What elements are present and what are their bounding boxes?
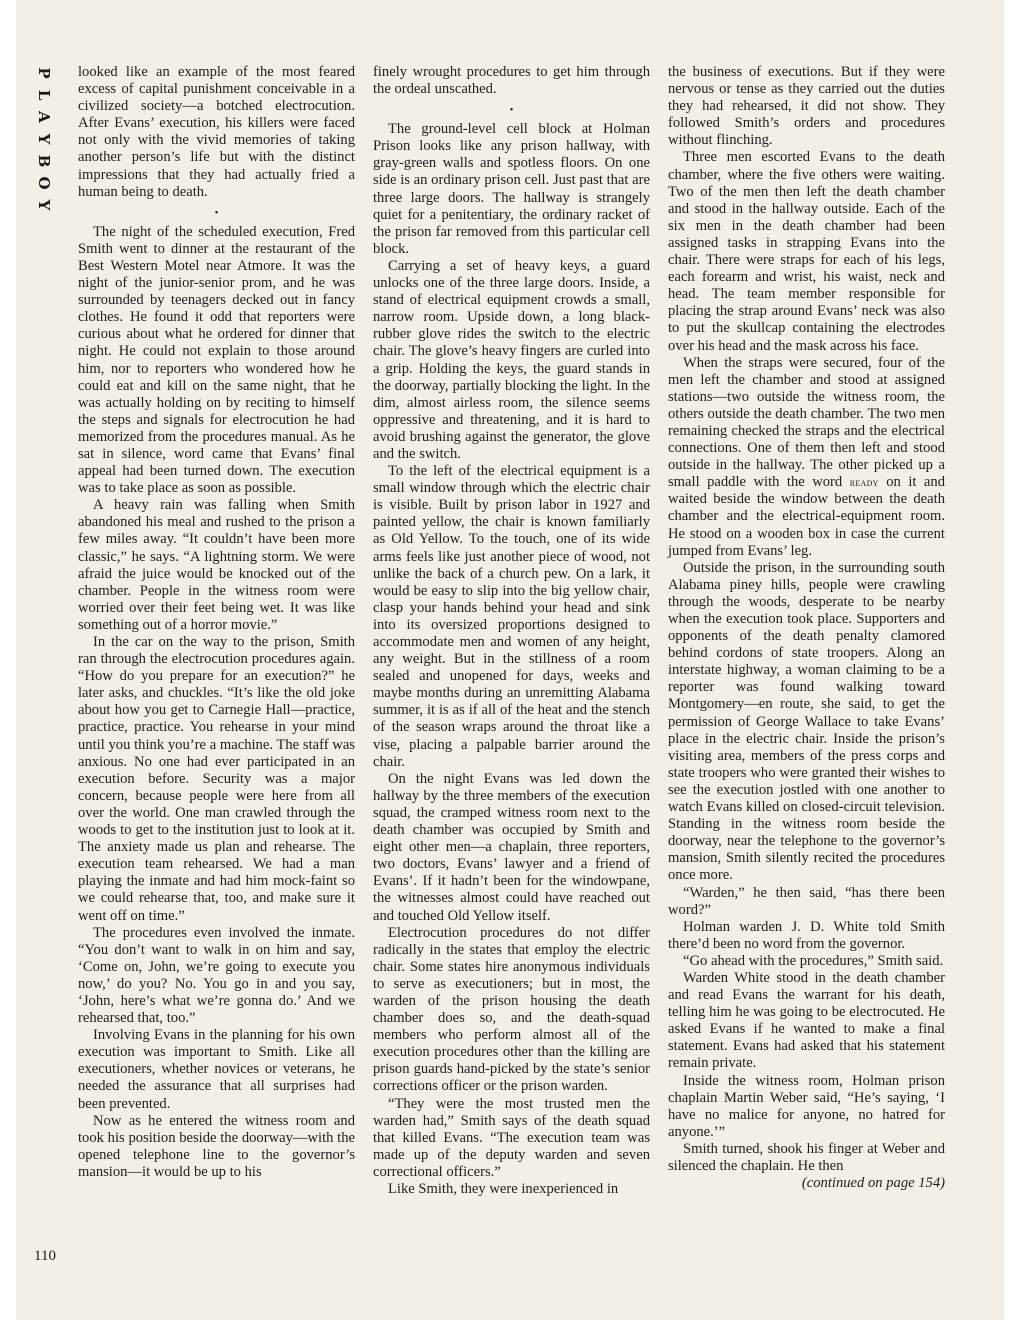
paragraph: Warden White stood in the death chamber and read Evans the warrant for his death, telling him he was going to be electrocuted. He asked Evans if he wanted to make a final statement. Evans had asked that his statement remain private. [668, 969, 945, 1072]
paragraph: The night of the scheduled execution, Fred Smith went to dinner at the restaurant of the Best Western Motel near Atmore. It was the night of the junior-senior prom, and he was surrounded by teenagers decked out in fancy clothes. He found it odd that reporters were curious about what he ordered for dinner that night. He could not explain to those around him, nor to reporters who wondered how he could eat and kill on the same night, that he was actually holding on by reciting to himself the steps and signals for electrocution he had memorized from the procedures manual. As he sat in silence, word came that Evans’ final appeal had been turned down. The execution was to take place as soon as possible. [78, 223, 355, 497]
paragraph: Carrying a set of heavy keys, a guard unlocks one of the three large doors. Inside, a stand of electrical equipment crowds a small, narrow room. Upside down, a long black-rubber glove rides the switch to the electric chair. The glove’s heavy fingers are curled into a grip. Holding the keys, the guard stands in the doorway, partially blocking the light. In the dim, almost airless room, the silence seems oppressive and threatening, and it is hard to avoid brushing against the generator, the glove and the switch. [373, 257, 650, 462]
continued-note: (continued on page 154) [801, 1175, 945, 1192]
article-column-1 [78, 64, 355, 1181]
paragraph: Inside the witness room, Holman prison chaplain Martin Weber said, “He’s saying, ‘I have no malice for anyone, no hatred for anyone.’” [668, 1072, 945, 1140]
paragraph: Outside the prison, in the surrounding south Alabama piney hills, people were crawling through the woods, desperate to be nearby when the execution took place. Supporters and opponents of the death penalty clamored behind cordons of state troopers. Along an interstate highway, a woman claiming to be a reporter was found walking toward Montgomery—en route, she said, to get the permission of George Wallace to take Evans’ place in the electric chair. Inside the prison’s visiting area, members of the press corps and state troopers who were granted their wishes to see the execution jostled with one another to watch Evans killed on closed-circuit television. Standing in the witness room beside the doorway, near the telephone to the governor’s mansion, Smith silently recited the procedures once more. [668, 559, 945, 884]
paddle-word: ready [849, 475, 879, 490]
article-column-2 [373, 64, 650, 1198]
spine-letter: Y [35, 199, 53, 211]
paragraph: Like Smith, they were inexperienced in [388, 1181, 619, 1197]
paragraph: The procedures even involved the inmate. “You don’t want to walk in on him and say, ‘Come on, John, we’re going to execute you now,’ do you? No. You go in and you say, ‘John, here’s what we’re gonna do.’ And we rehearsed that, too.” [78, 924, 355, 1027]
spine-letter: P [35, 67, 53, 79]
paragraph: “They were the most trusted men the warden had,” Smith says of the death squad that killed Evans. “The execution team was made up of the deputy warden and seven correctional officers.” [373, 1095, 650, 1180]
paragraph: “Warden,” he then said, “has there been word?” [668, 884, 945, 918]
paragraph: Smith turned, shook his finger at Weber and silenced the chaplain. He then [668, 1140, 945, 1174]
text-run: When the straps were secured, four of the men left the chamber and stood at assigned stations—two outside the witness room, the others outside the death chamber. The two men remaining checked the straps and the electrical connections. One of them then left and stood outside in the hallway. The other picked up a small paddle with the word [668, 354, 945, 491]
section-separator: • [509, 104, 514, 117]
paragraph: Three men escorted Evans to the death chamber, where the five others were waiting. Two of the men then left the death chamber and stood in the hallway outside. Each of the six men in the death chamber had been assigned tasks in strapping Evans into the chair. There were straps for each of his legs, each forearm and wrist, his waist, neck and head. The team member responsible for placing the strap around Evans’ neck was also to put the skullcap containing the electrodes over his head and the mask across his face. [668, 149, 945, 354]
spine-letter: B [35, 154, 53, 168]
article-column-3 [668, 64, 945, 1192]
spine-letter: O [35, 176, 53, 190]
paragraph: “Go ahead with the procedures,” Smith said. [683, 952, 944, 969]
paragraph [668, 355, 945, 560]
paragraph: Involving Evans in the planning for his own execution was important to Smith. Like all executioners, whether novices or veterans, he needed the assurance that all surprises had been prevented. [78, 1027, 355, 1112]
spine-letter: Y [35, 133, 53, 145]
section-separator: • [214, 206, 219, 219]
paragraph: In the car on the way to the prison, Smith ran through the electrocution procedures again. “How do you prepare for an execution?” he later asks, and chuckles. “It’s like the old joke about how you get to Carnegie Hall—practice, practice, practice. You rehearse in your mind until you think you’re a machine. The staff was anxious. No one had ever participated in an execution before. Security was a major concern, because people were here from all over the world. One man crawled through the woods to get to the institution just to look at it. The anxiety made us plan and rehearse. The execution team rehearsed. We had a man playing the inmate and had him mock-faint so we could rehearse that, too, and make sure it went off on time.” [78, 634, 355, 924]
paragraph: the business of executions. But if they were nervous or tense as they carried out the duties they had rehearsed, it did not show. They followed Smith’s orders and procedures without flinching. [668, 64, 945, 149]
paragraph: To the left of the electrical equipment is a small window through which the electric chair is visible. Built by prison labor in 1927 and painted yellow, the chair is known familiarly as Old Yellow. To the touch, one of its wide arms feels like just another piece of wood, not unlike the back of a church pew. On a lark, it would be easy to slip into the big yellow chair, clasp your hands behind your head and sink into its oversized proportions designed to accommodate men and women of any height, any weight. But in the stillness of a room sealed and unopened for days, weeks and maybe months during an unremitting Alabama summer, it is as if all of the heat and the stench of the season wraps around the throat like a vise, placing a palpable barrier around the chair. [373, 463, 650, 770]
page-number: 110 [34, 1248, 56, 1264]
paragraph: finely wrought procedures to get him through the ordeal unscathed. [373, 64, 650, 98]
paragraph: Holman warden J. D. White told Smith there’d been no word from the governor. [668, 918, 945, 952]
paragraph: A heavy rain was falling when Smith abandoned his meal and rushed to the prison a few miles away. “It couldn’t have been more classic,” he says. “A lightning storm. We were afraid the juice would be knocked out of the chamber. People in the witness room were worried over their feet being wet. It was like something out of a horror movie.” [78, 497, 355, 633]
paragraph: The ground-level cell block at Holman Prison looks like any prison hallway, with gray-green walls and spotless floors. On one side is an ordinary prison cell. Just past that are three large doors. The hallway is strangely quiet for a penitentiary, the ordinary racket of the prison far removed from this particular cell block. [373, 121, 650, 257]
paragraph: On the night Evans was led down the hallway by the three members of the execution squad, the cramped witness room next to the death chamber was occupied by Smith and eight other men—a chaplain, three reporters, two doctors, Evans’ lawyer and a friend of Evans’. If it hadn’t been for the windowpane, the witnesses almost could have reached out and touched Old Yellow itself. [373, 770, 650, 924]
paragraph: Now as he entered the witness room and took his position beside the doorway—with the opened telephone line to the governor’s mansion—it would be up to his [78, 1112, 355, 1180]
paragraph: Electrocution procedures do not differ radically in the states that employ the electric chair. Some states hire anonymous individuals to serve as executioners; but in most, the warden of the prison housing the death chamber does so, and the death-squad members who perform almost all of the execution procedures other than the killing are prison guards hand-picked by the state’s senior corrections officer or the prison warden. [373, 924, 650, 1095]
text-run: on it and waited beside the window between the death chamber and the electrical-equipment room. He stood on a wooden box in case the current jumped from Evans’ leg. [668, 474, 945, 559]
paragraph: looked like an example of the most feared excess of capital punishment conceivable in a civilized society—a botched electrocution. After Evans’ execution, his killers were faced not only with the vivid memories of taking another person’s life but with the distinct impressions that they had actually fried a human being to death. [78, 64, 355, 200]
magazine-spine-title [34, 62, 54, 222]
spine-letter: L [35, 89, 53, 101]
spine-letter: A [35, 111, 53, 123]
